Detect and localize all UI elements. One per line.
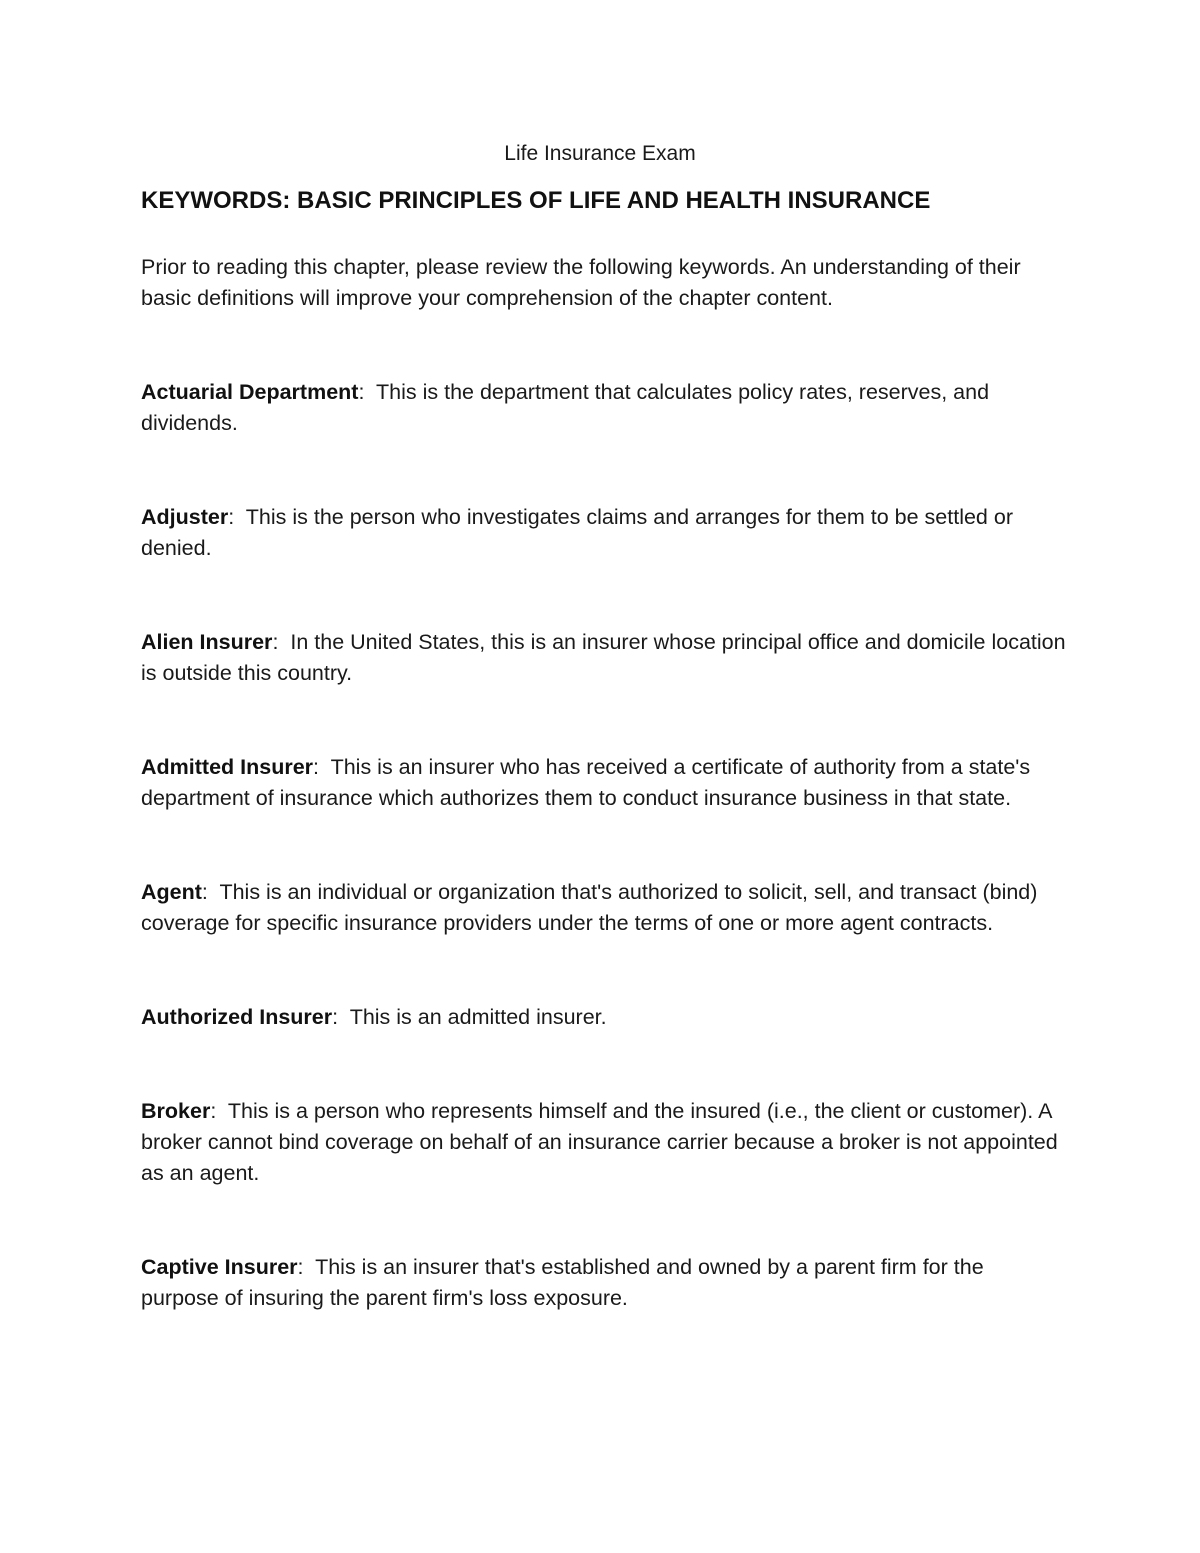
keyword-term: Admitted Insurer <box>141 755 314 779</box>
keyword-definition: This is an insurer that's established and owned by a parent firm for the purpose of insuring the parent firm's loss exposure. <box>141 1255 984 1310</box>
keyword-list <box>141 377 1066 1314</box>
keyword-definition: This is an individual or organization that's authorized to solicit, sell, and transact (bind) coverage for specific insurance providers under the terms of one or more agent contracts. <box>141 880 1038 935</box>
keyword-term: Agent <box>141 880 202 904</box>
keyword-term: Broker <box>141 1099 211 1123</box>
keyword-term: Authorized Insurer <box>141 1005 333 1029</box>
keyword-entry: Agent: This is an individual or organization that's authorized to solicit, sell, and transact (bind) coverage for specific insurance providers under the terms of one or more agent contracts. <box>141 880 1038 935</box>
keyword-entry: Actuarial Department: This is the department that calculates policy rates, reserves, and dividends. <box>141 380 990 435</box>
keyword-entry: Admitted Insurer: This is an insurer who has received a certificate of authority from a state's department of insurance which authorizes them to conduct insurance business in that state. <box>141 755 1031 810</box>
keyword-definition: This is an insurer who has received a certificate of authority from a state's department of insurance which authorizes them to conduct insurance business in that state. <box>141 755 1031 810</box>
keyword-term: Actuarial Department <box>141 380 359 404</box>
keyword-term: Captive Insurer <box>141 1255 298 1279</box>
keyword-entry: Captive Insurer: This is an insurer that's established and owned by a parent firm for the purpose of insuring the parent firm's loss exposure. <box>141 1255 984 1310</box>
keyword-definition: This is the person who investigates claims and arranges for them to be settled or denied. <box>141 505 1013 560</box>
keyword-definition: This is an admitted insurer. <box>349 1005 607 1029</box>
keyword-entry: Authorized Insurer: This is an admitted insurer. <box>141 1005 607 1029</box>
document-content <box>141 186 1066 1377</box>
keyword-definition: In the United States, this is an insurer whose principal office and domicile location is outside this country. <box>141 630 1066 685</box>
keyword-definition: This is a person who represents himself and the insured (i.e., the client or customer). A broker cannot bind coverage on behalf of an insurance carrier because a broker is not appointed as an agent. <box>141 1099 1058 1185</box>
keyword-entry: Broker: This is a person who represents himself and the insured (i.e., the client or customer). A broker cannot bind coverage on behalf of an insurance carrier because a broker is not appointed as an agent. <box>141 1099 1058 1185</box>
intro-paragraph: Prior to reading this chapter, please review the following keywords. An understanding of their basic definitions will improve your comprehension of the chapter content. <box>141 255 1021 310</box>
keyword-term: Adjuster <box>141 505 229 529</box>
keyword-definition: This is the department that calculates policy rates, reserves, and dividends. <box>141 380 990 435</box>
keyword-entry: Adjuster: This is the person who investigates claims and arranges for them to be settled or denied. <box>141 505 1013 560</box>
keyword-entry: Alien Insurer: In the United States, this is an insurer whose principal office and domicile location is outside this country. <box>141 630 1066 685</box>
document-title: KEYWORDS: BASIC PRINCIPLES OF LIFE AND HEALTH INSURANCE <box>141 187 931 214</box>
page-header: Life Insurance Exam <box>504 142 696 165</box>
keyword-term: Alien Insurer <box>141 630 273 654</box>
